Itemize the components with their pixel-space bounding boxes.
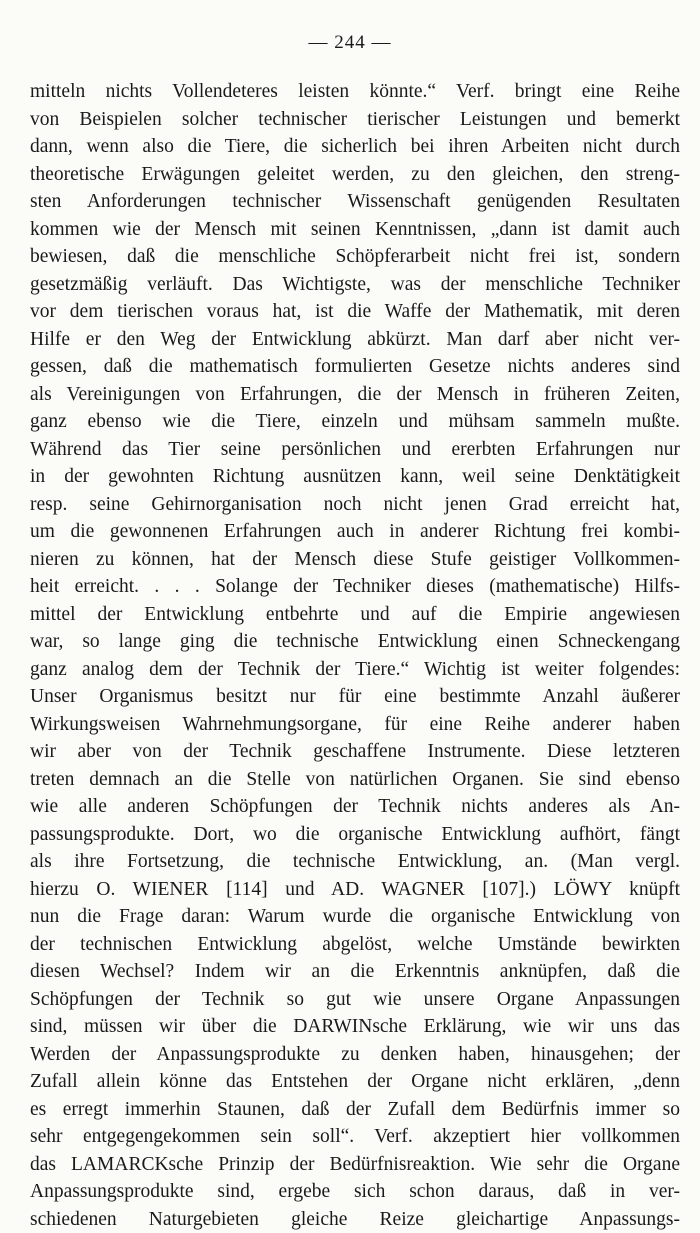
text-line: passungsprodukte. Dort, wo die organische Entwicklung aufhört, fängt bbox=[30, 821, 680, 849]
text-line: sind, müssen wir über die DARWINsche Erklärung, wie wir uns das bbox=[30, 1013, 680, 1041]
text-line: sehr entgegengekommen sein soll“. Verf. akzeptiert hier vollkommen bbox=[30, 1123, 680, 1151]
text-line: hierzu O. WIENER [114] und AD. WAGNER [107].) LÖWY knüpft bbox=[30, 876, 680, 904]
text-line: wie alle anderen Schöpfungen der Technik nichts anderes als An- bbox=[30, 793, 680, 821]
text-line: nieren zu können, hat der Mensch diese Stufe geistiger Vollkommen- bbox=[30, 546, 680, 574]
text-line: dann, wenn also die Tiere, die sicherlich bei ihren Arbeiten nicht durch bbox=[30, 133, 680, 161]
text-line: bewiesen, daß die menschliche Schöpferarbeit nicht frei ist, sondern bbox=[30, 243, 680, 271]
text-line: Werden der Anpassungsprodukte zu denken haben, hinausgehen; der bbox=[30, 1041, 680, 1069]
text-line: als Vereinigungen von Erfahrungen, die der Mensch in früheren Zeiten, bbox=[30, 381, 680, 409]
text-line: Schöpfungen der Technik so gut wie unsere Organe Anpassungen bbox=[30, 986, 680, 1014]
body-text bbox=[30, 78, 680, 1233]
text-line: Während das Tier seine persönlichen und ererbten Erfahrungen nur bbox=[30, 436, 680, 464]
text-line: mitteln nichts Vollendeteres leisten könnte.“ Verf. bringt eine Reihe bbox=[30, 78, 680, 106]
text-line: gesetzmäßig verläuft. Das Wichtigste, was der menschliche Techniker bbox=[30, 271, 680, 299]
text-line: resp. seine Gehirnorganisation noch nicht jenen Grad erreicht hat, bbox=[30, 491, 680, 519]
text-line: kommen wie der Mensch mit seinen Kenntnissen, „dann ist damit auch bbox=[30, 216, 680, 244]
text-line: Zufall allein könne das Entstehen der Organe nicht erklären, „denn bbox=[30, 1068, 680, 1096]
text-line: Wirkungsweisen Wahrnehmungsorgane, für eine Reihe anderer haben bbox=[30, 711, 680, 739]
text-line: treten demnach an die Stelle von natürlichen Organen. Sie sind ebenso bbox=[30, 766, 680, 794]
text-line: als ihre Fortsetzung, die technische Entwicklung, an. (Man vergl. bbox=[30, 848, 680, 876]
text-line: Anpassungsprodukte sind, ergebe sich schon daraus, daß in ver- bbox=[30, 1178, 680, 1206]
text-line: schiedenen Naturgebieten gleiche Reize gleichartige Anpassungs- bbox=[30, 1206, 680, 1233]
text-line: sten Anforderungen technischer Wissenschaft genügenden Resultaten bbox=[30, 188, 680, 216]
text-line: wir aber von der Technik geschaffene Instrumente. Diese letzteren bbox=[30, 738, 680, 766]
text-line: diesen Wechsel? Indem wir an die Erkenntnis anknüpfen, daß die bbox=[30, 958, 680, 986]
text-line: der technischen Entwicklung abgelöst, welche Umstände bewirkten bbox=[30, 931, 680, 959]
text-line: um die gewonnenen Erfahrungen auch in anderer Richtung frei kombi- bbox=[30, 518, 680, 546]
text-line: gessen, daß die mathematisch formulierten Gesetze nichts anderes sind bbox=[30, 353, 680, 381]
text-line: mittel der Entwicklung entbehrte und auf die Empirie angewiesen bbox=[30, 601, 680, 629]
text-line: theoretische Erwägungen geleitet werden, zu den gleichen, den streng- bbox=[30, 161, 680, 189]
text-line: heit erreicht. . . . Solange der Techniker dieses (mathematische) Hilfs- bbox=[30, 573, 680, 601]
text-line: das LAMARCKsche Prinzip der Bedürfnisreaktion. Wie sehr die Organe bbox=[30, 1151, 680, 1179]
text-line: war, so lange ging die technische Entwicklung einen Schneckengang bbox=[30, 628, 680, 656]
page-number: — 244 — bbox=[0, 32, 700, 54]
text-line: vor dem tierischen voraus hat, ist die Waffe der Mathematik, mit deren bbox=[30, 298, 680, 326]
text-line: Hilfe er den Weg der Entwicklung abkürzt. Man darf aber nicht ver- bbox=[30, 326, 680, 354]
text-line: in der gewohnten Richtung ausnützen kann, weil seine Denktätigkeit bbox=[30, 463, 680, 491]
text-line: ganz analog dem der Technik der Tiere.“ Wichtig ist weiter folgendes: bbox=[30, 656, 680, 684]
text-line: Unser Organismus besitzt nur für eine bestimmte Anzahl äußerer bbox=[30, 683, 680, 711]
text-line: von Beispielen solcher technischer tierischer Leistungen und bemerkt bbox=[30, 106, 680, 134]
text-line: es erregt immerhin Staunen, daß der Zufall dem Bedürfnis immer so bbox=[30, 1096, 680, 1124]
text-line: nun die Frage daran: Warum wurde die organische Entwicklung von bbox=[30, 903, 680, 931]
text-line: ganz ebenso wie die Tiere, einzeln und mühsam sammeln mußte. bbox=[30, 408, 680, 436]
